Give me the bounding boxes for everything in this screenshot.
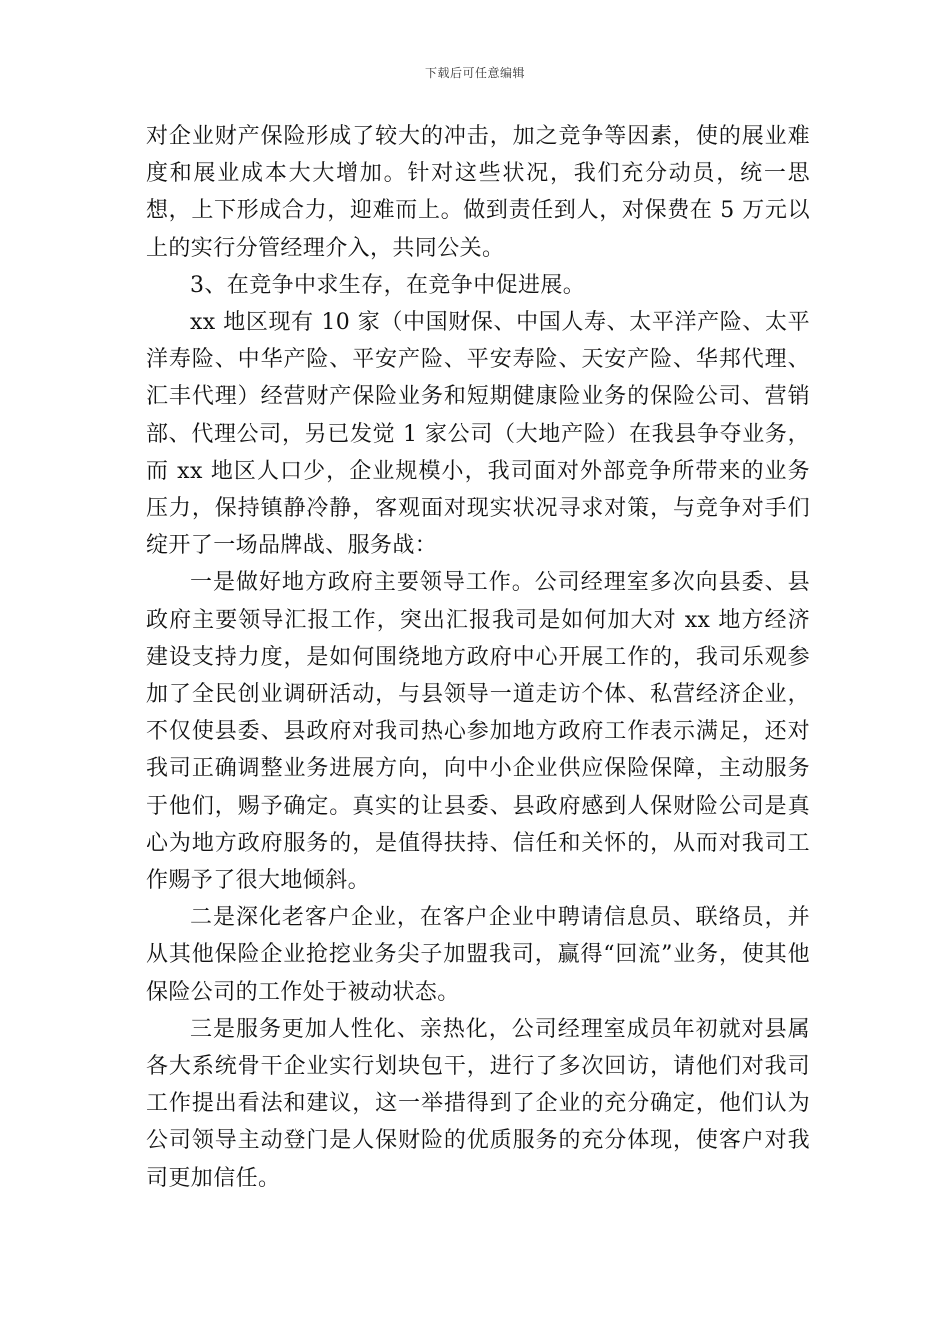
paragraph-5: 二是深化老客户企业，在客户企业中聘请信息员、联络员，并从其他保险企业抢挖业务尖子加盟我司，赢得“回流”业务，使其他保险公司的工作处于被动状态。 bbox=[146, 905, 810, 1005]
paragraph-1: 对企业财产保险形成了较大的冲击，加之竞争等因素，使的展业难度和展业成本大大增加。针对这些状况，我们充分动员，统一思想，上下形成合力，迎难而上。做到责任到人，对保费在 5 万元以上的实行分管经理介入，共同公关。 bbox=[146, 124, 810, 261]
page-header: 下载后可任意编辑 bbox=[424, 66, 525, 80]
document-body bbox=[146, 118, 810, 1197]
paragraph-4: 一是做好地方政府主要领导工作。公司经理室多次向县委、县政府主要领导汇报工作，突出汇报我司是如何加大对 xx 地方经济建设支持力度，是如何围绕地方政府中心开展工作的，我司乐观参加了全民创业调研活动，与县领导一道走访个体、私营经济企业，不仅使县委、县政府对我司热心参加地方政府工作表示满足，还对我司正确调整业务进展方向，向中小企业供应保险保障，主动服务于他们，赐予确定。真实的让县委、县政府感到人保财险公司是真心为地方政府服务的，是值得扶持、信任和关怀的，从而对我司工作赐予了很大地倾斜。 bbox=[146, 570, 810, 894]
paragraph-2: 3、在竞争中求生存，在竞争中促进展。 bbox=[190, 272, 586, 298]
paragraph-3: xx 地区现有 10 家（中国财保、中国人寿、太平洋产险、太平洋寿险、中华产险、平安产险、平安寿险、天安产险、华邦代理、汇丰代理）经营财产保险业务和短期健康险业务的保险公司、营销部、代理公司，另已发觉 1 家公司（大地产险）在我县争夺业务，而 xx 地区人口少，企业规模小，我司面对外部竞争所带来的业务压力，保持镇静冷静，客观面对现实状况寻求对策，与竞争对手们绽开了一场品牌战、服务战： bbox=[146, 310, 810, 559]
paragraph-6: 三是服务更加人性化、亲热化，公司经理室成员年初就对县属各大系统骨干企业实行划块包干，进行了多次回访，请他们对我司工作提出看法和建议，这一举措得到了企业的充分确定，他们认为公司领导主动登门是人保财险的优质服务的充分体现，使客户对我司更加信任。 bbox=[146, 1016, 810, 1191]
